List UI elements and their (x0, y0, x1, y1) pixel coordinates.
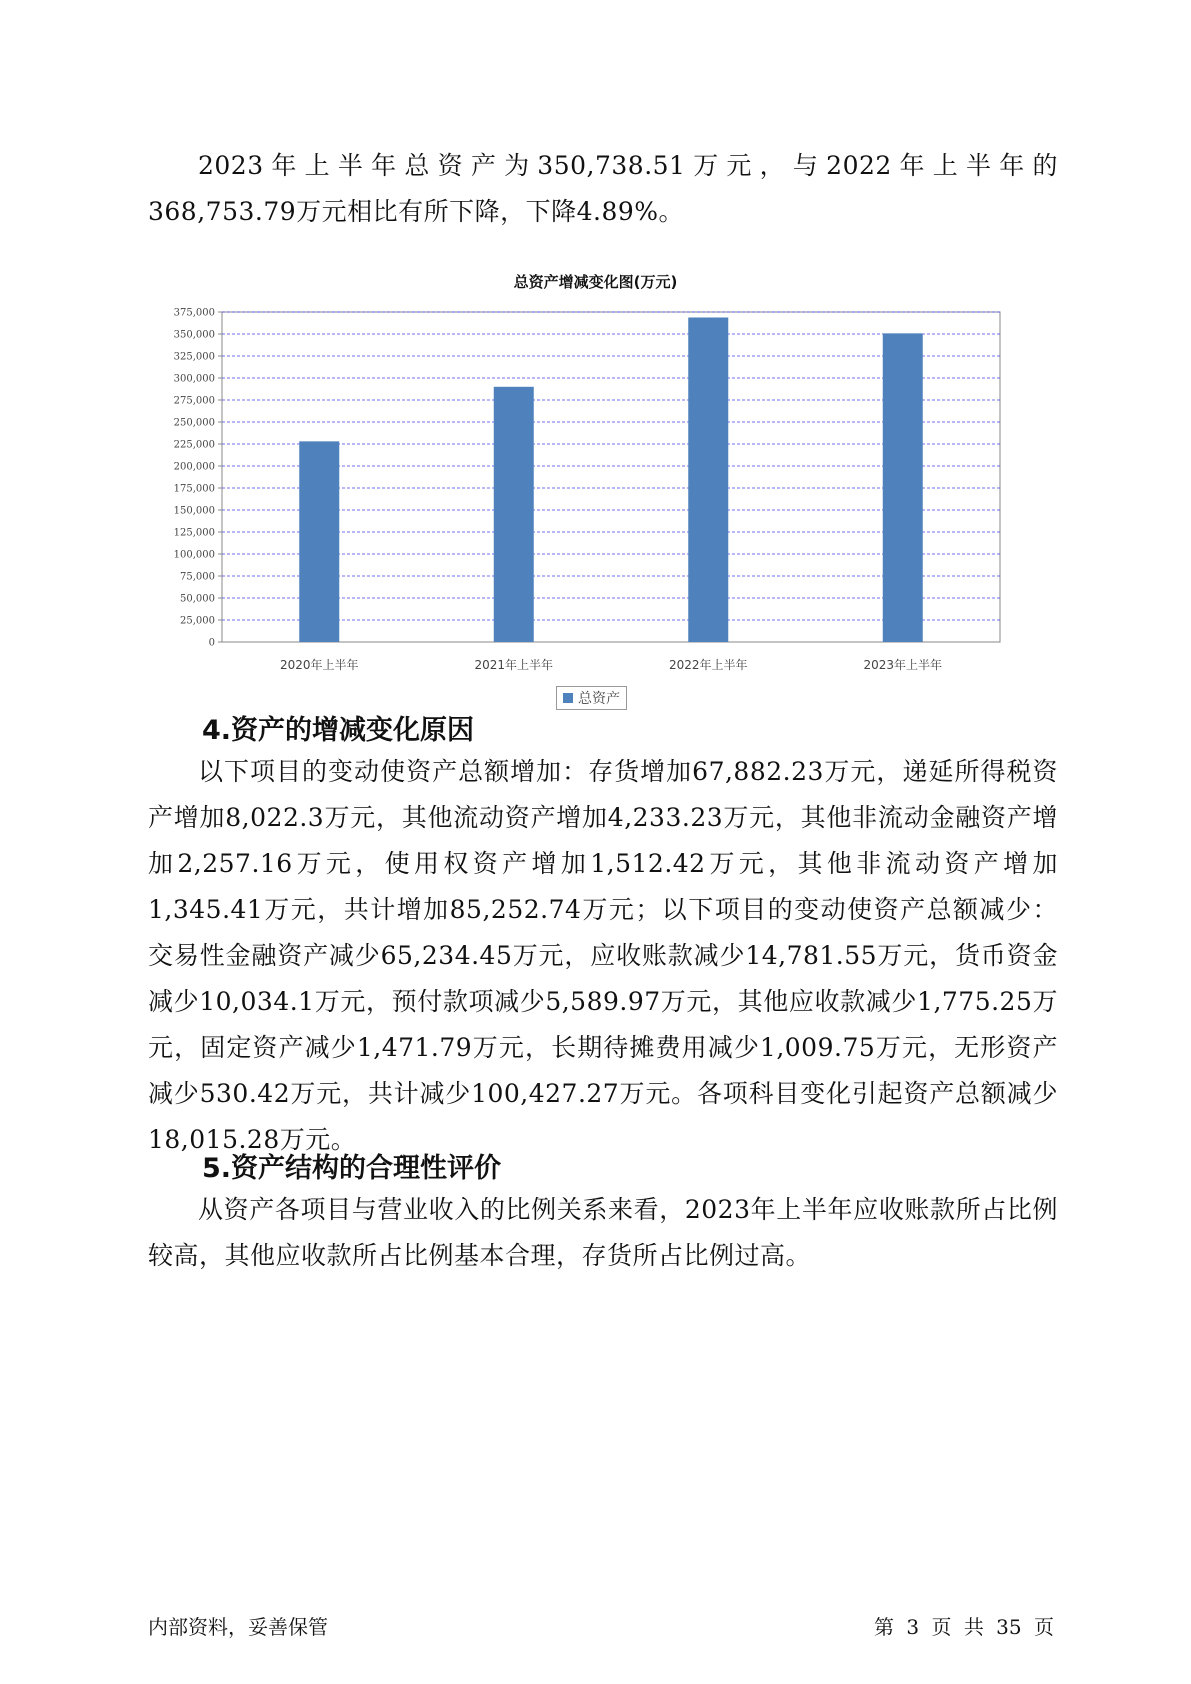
chart-title: 总资产增减变化图(万元) (513, 273, 678, 291)
footer-page-number: 第 3 页 共 35 页 (874, 1615, 1054, 1639)
y-tick-label: 325,000 (173, 351, 215, 363)
section5-heading: 5.资产结构的合理性评价 (202, 1153, 502, 1184)
section4-paragraph (148, 749, 1058, 1163)
y-tick-label: 50,000 (180, 593, 215, 605)
section5-text: 从资产各项目与营业收入的比例关系来看，2023年上半年应收账款所占比例较高，其他应收款所占比例基本合理，存货所占比例过高。 (148, 1195, 1058, 1270)
y-tick-label: 225,000 (173, 439, 215, 451)
legend-label: 总资产 (578, 691, 620, 707)
y-tick-label: 275,000 (173, 395, 215, 407)
section5-paragraph (148, 1187, 1058, 1279)
footer-confidential: 内部资料，妥善保管 (148, 1615, 328, 1639)
y-tick-label: 75,000 (180, 571, 215, 583)
bar (688, 317, 728, 642)
bar (883, 333, 923, 642)
x-tick-label: 2021年上半年 (474, 658, 554, 672)
y-tick-label: 200,000 (173, 461, 215, 473)
legend-swatch (563, 693, 573, 703)
y-tick-label: 25,000 (180, 615, 215, 627)
y-tick-label: 250,000 (173, 417, 215, 429)
y-tick-label: 175,000 (173, 483, 215, 495)
intro-text: 2023年上半年总资产为350,738.51万元，与2022年上半年的368,753.79万元相比有所下降，下降4.89%。 (148, 151, 1058, 226)
chart-legend (556, 686, 627, 710)
intro-paragraph (148, 143, 1058, 235)
y-tick-label: 300,000 (173, 373, 215, 385)
x-tick-label: 2023年上半年 (863, 658, 943, 672)
x-tick-label: 2020年上半年 (279, 658, 359, 672)
y-tick-label: 100,000 (173, 549, 215, 561)
section4-heading: 4.资产的增减变化原因 (202, 715, 475, 746)
y-tick-label: 0 (208, 637, 215, 649)
y-tick-label: 350,000 (173, 329, 215, 341)
x-tick-label: 2022年上半年 (668, 658, 748, 672)
bar-chart (160, 305, 1005, 690)
bar (299, 441, 339, 642)
section4-text: 以下项目的变动使资产总额增加：存货增加67,882.23万元，递延所得税资产增加8,022.3万元，其他流动资产增加4,233.23万元，其他非流动金融资产增加2,257.16万元，使用权资产增加1,512.42万元，其他非流动资产增加1,345.41万元，共计增加85,252.74万元；以下项目的变动使资产总额减少：交易性金融资产减少65,234.45万元，应收账款减少14,781.55万元，货币资金减少10,034.1万元，预付款项减少5,589.97万元，其他应收款减少1,775.25万元，固定资产减少1,471.79万元，长期待摊费用减少1,009.75万元，无形资产减少530.42万元，共计减少100,427.27万元。各项科目变化引起资产总额减少18,015.28万元。 (148, 757, 1058, 1154)
y-tick-label: 150,000 (173, 505, 215, 517)
bar (494, 387, 534, 642)
y-tick-label: 125,000 (173, 527, 215, 539)
y-tick-label: 375,000 (173, 307, 215, 319)
